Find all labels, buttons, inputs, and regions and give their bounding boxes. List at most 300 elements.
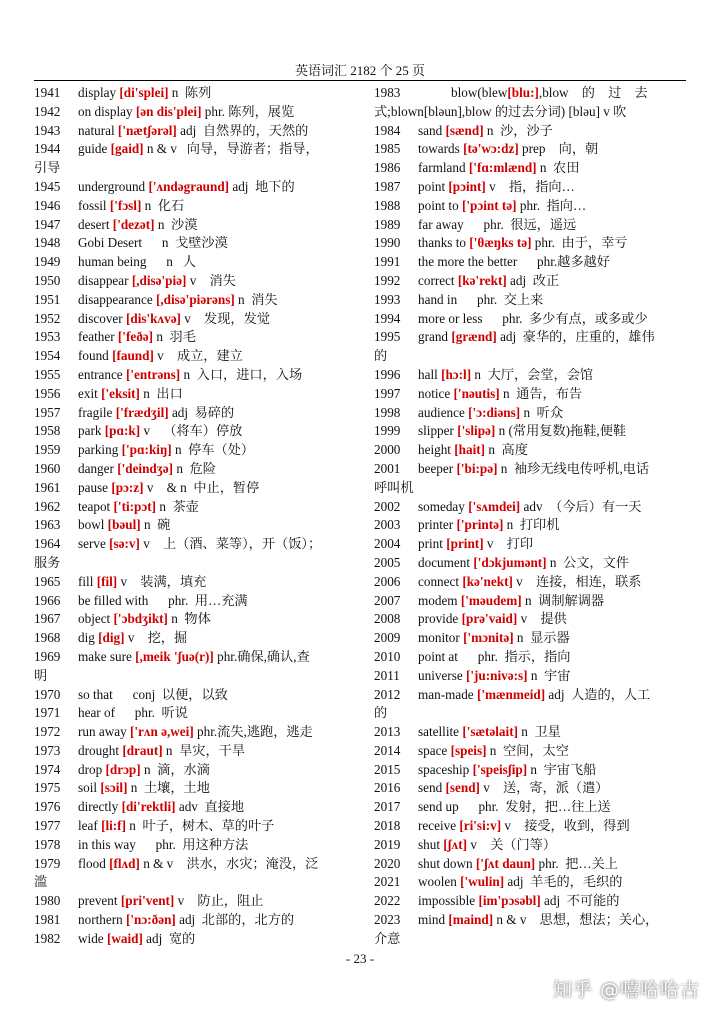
entry-word: Gobi Desert bbox=[78, 235, 143, 251]
entry-number: 1969 bbox=[34, 648, 61, 664]
vocab-entry bbox=[34, 197, 354, 216]
vocab-entry bbox=[34, 516, 354, 535]
vocab-entry bbox=[374, 197, 684, 216]
entry-definition: n 羽毛 bbox=[153, 329, 196, 345]
entry-word: correct bbox=[418, 272, 458, 288]
right-column bbox=[374, 84, 684, 949]
entry-phonetic: ['ɔ:diəns] bbox=[468, 404, 521, 420]
entry-number: 2000 bbox=[374, 442, 401, 458]
entry-definition: n 危险 bbox=[173, 460, 216, 476]
entry-phonetic: [prə'vaid] bbox=[461, 611, 518, 627]
entry-definition: phr. 听说 bbox=[114, 705, 188, 721]
entry-number: 1992 bbox=[374, 272, 401, 288]
vocab-entry bbox=[374, 836, 684, 855]
entry-phonetic: [flʌd] bbox=[109, 855, 140, 871]
entry-phonetic: [,disə'piərəns] bbox=[155, 291, 235, 307]
entry-definition: n (常用复数)拖鞋,便鞋 bbox=[495, 423, 627, 439]
vocab-entry bbox=[34, 140, 354, 178]
entry-definition: adj 不可能的 bbox=[540, 893, 620, 909]
vocab-entry bbox=[374, 535, 684, 554]
entry-word: wide bbox=[78, 930, 107, 946]
vocab-entry bbox=[34, 723, 354, 742]
entry-word: space bbox=[418, 742, 451, 758]
header-rule bbox=[34, 80, 686, 81]
vocab-entry bbox=[34, 629, 354, 648]
entry-phonetic: ['pɑ:kiŋ] bbox=[121, 442, 172, 458]
vocab-entry bbox=[374, 686, 684, 724]
entry-phonetic: [pɔ:z] bbox=[111, 479, 144, 495]
entry-number: 1959 bbox=[34, 442, 61, 458]
left-column bbox=[34, 84, 354, 949]
entry-definition: adv 直接地 bbox=[175, 799, 245, 815]
entry-word: far away bbox=[418, 216, 464, 232]
entry-number: 1944 bbox=[34, 141, 61, 157]
vocab-entry bbox=[34, 610, 354, 629]
vocab-entry bbox=[34, 366, 354, 385]
entry-phonetic: [dis'kʌvə] bbox=[125, 310, 181, 326]
entry-word: danger bbox=[78, 460, 118, 476]
entry-word: more or less bbox=[418, 310, 483, 326]
entry-phonetic: ['məudem] bbox=[460, 592, 522, 608]
page-number: - 23 - bbox=[345, 951, 375, 966]
entry-number: 1988 bbox=[374, 197, 401, 213]
entry-definition: adj 北部的，北方的 bbox=[175, 912, 295, 928]
vocab-entry bbox=[374, 573, 684, 592]
entry-definition: v 接受，收到，得到 bbox=[501, 818, 630, 834]
entry-phonetic: ['bi:pə] bbox=[456, 460, 498, 476]
vocab-entry bbox=[374, 140, 684, 159]
entry-word: shut bbox=[418, 836, 444, 852]
entry-definition: n & v 思想，想法；关心， bbox=[493, 912, 659, 928]
entry-definition: v 连接，相连，联系 bbox=[512, 573, 642, 589]
entry-definition: adj 宽的 bbox=[142, 930, 196, 946]
entry-phonetic: ['wulin] bbox=[460, 874, 505, 890]
vocab-entry bbox=[374, 441, 684, 460]
entry-number: 1973 bbox=[34, 742, 61, 758]
vocab-entry bbox=[374, 328, 684, 366]
entry-number: 2018 bbox=[374, 818, 401, 834]
entry-word: fill bbox=[78, 573, 97, 589]
vocab-entry bbox=[374, 272, 684, 291]
entry-word: discover bbox=[78, 310, 126, 326]
entry-word: printer bbox=[418, 517, 457, 533]
entry-phonetic: ['θæŋks tə] bbox=[469, 235, 532, 251]
entry-definition: n 沙漠 bbox=[154, 216, 198, 232]
entry-definition: phr. 很远，遥远 bbox=[463, 216, 577, 232]
vocab-entry bbox=[34, 498, 354, 517]
entry-word: so that bbox=[78, 686, 113, 702]
entry-word: park bbox=[78, 423, 105, 439]
entry-number: 2021 bbox=[374, 874, 401, 890]
entry-number: 1989 bbox=[374, 216, 401, 232]
entry-number: 1994 bbox=[374, 310, 401, 326]
entry-word: modem bbox=[418, 592, 461, 608]
vocab-entry bbox=[374, 234, 684, 253]
entry-definition: v 发现，发觉 bbox=[180, 310, 270, 326]
entry-definition: n 公文，文件 bbox=[546, 554, 629, 570]
entry-definition: v 上（酒、菜等），开（饭）； bbox=[139, 536, 322, 552]
vocab-entry bbox=[34, 103, 354, 122]
entry-number: 1942 bbox=[34, 103, 61, 119]
entry-number: 2022 bbox=[374, 893, 401, 909]
entry-definition: phr. 由于，幸亏 bbox=[531, 235, 628, 251]
entry-word: directly bbox=[78, 799, 122, 815]
vocab-entry bbox=[374, 592, 684, 611]
entry-word: monitor bbox=[418, 630, 464, 646]
entry-definition: n & v 洪水，水灾；淹没，泛 bbox=[139, 855, 319, 871]
vocab-entry bbox=[374, 253, 684, 272]
vocab-entry bbox=[374, 911, 684, 949]
entry-definition: conj 以便，以致 bbox=[112, 686, 228, 702]
entry-word: bowl bbox=[78, 517, 108, 533]
entry-word: be filled with bbox=[78, 592, 149, 608]
entry-number: 1949 bbox=[34, 254, 61, 270]
vocab-entry bbox=[374, 629, 684, 648]
entry-word: make sure bbox=[78, 648, 136, 664]
entry-word: desert bbox=[78, 216, 113, 232]
entry-number: 2002 bbox=[374, 498, 401, 514]
entry-word: hear of bbox=[78, 705, 115, 721]
entry-word: drop bbox=[78, 761, 106, 777]
entry-phonetic: ['rʌn ə,wei] bbox=[130, 724, 194, 740]
vocab-entry bbox=[34, 911, 354, 930]
vocab-entry bbox=[34, 216, 354, 235]
entry-word: blow(blew bbox=[418, 85, 508, 100]
entry-continuation: 式;blown[bləun],blow 的过去分词) [bləu] v 吹 bbox=[374, 103, 627, 119]
entry-phonetic: [drɔp] bbox=[105, 761, 141, 777]
entry-number: 2005 bbox=[374, 554, 401, 570]
entry-definition: n 滴，水滴 bbox=[140, 761, 210, 777]
entry-phonetic: ['mænmeid] bbox=[476, 686, 546, 702]
entry-number: 1991 bbox=[374, 254, 401, 270]
entry-definition: n 调制解调器 bbox=[521, 592, 605, 608]
entry-word: slipper bbox=[418, 423, 458, 439]
vocab-entry bbox=[374, 779, 684, 798]
entry-phonetic: ['nɔ:ðən] bbox=[125, 912, 176, 928]
entry-definition: v 打印 bbox=[483, 536, 534, 552]
vocab-entry bbox=[374, 498, 684, 517]
entry-number: 2007 bbox=[374, 592, 401, 608]
vocab-entry bbox=[374, 216, 684, 235]
entry-number: 2023 bbox=[374, 912, 401, 928]
entry-number: 2010 bbox=[374, 648, 401, 664]
entry-number: 2009 bbox=[374, 630, 401, 646]
entry-definition: adj 自然界的，天然的 bbox=[176, 122, 309, 138]
entry-definition: n 袖珍无线电传呼机,电话 bbox=[497, 460, 650, 476]
entry-definition: phr. 多少有点，或多或少 bbox=[482, 310, 648, 326]
entry-definition: n 空间，太空 bbox=[486, 742, 569, 758]
entry-number: 1967 bbox=[34, 611, 61, 627]
entry-phonetic: ['sʌmdei] bbox=[468, 498, 521, 514]
entry-continuation: 服务 bbox=[34, 554, 61, 570]
entry-number: 2019 bbox=[374, 836, 401, 852]
vocab-entry bbox=[374, 366, 684, 385]
entry-phonetic: ['dezət] bbox=[112, 216, 155, 232]
entry-definition: phr.确保,确认,查 bbox=[213, 648, 310, 664]
entry-definition: n & v 向导，导游者；指导， bbox=[143, 141, 319, 157]
entry-phonetic: ['nəutis] bbox=[453, 385, 500, 401]
entry-definition: n 化石 bbox=[141, 197, 185, 213]
entry-word: point to bbox=[418, 197, 462, 213]
entry-phonetic: [sɔil] bbox=[100, 780, 128, 796]
entry-number: 2004 bbox=[374, 536, 401, 552]
vocab-entry bbox=[374, 122, 684, 141]
entry-definition: n 宇宙 bbox=[527, 667, 571, 683]
entry-word: dig bbox=[78, 630, 99, 646]
entry-number: 2008 bbox=[374, 611, 401, 627]
vocab-entry bbox=[34, 385, 354, 404]
vocab-entry bbox=[374, 648, 684, 667]
entry-phonetic: ['sætəlait] bbox=[462, 724, 518, 740]
entry-word: shut down bbox=[418, 855, 476, 871]
entry-number: 1956 bbox=[34, 385, 61, 401]
vocab-entry bbox=[34, 272, 354, 291]
entry-word: notice bbox=[418, 385, 454, 401]
entry-definition: v 消失 bbox=[186, 272, 236, 288]
entry-definition: adv （今后）有一天 bbox=[520, 498, 642, 514]
entry-definition: v & n 中止，暂停 bbox=[143, 479, 260, 495]
entry-definition: n 出口 bbox=[139, 385, 183, 401]
entry-number: 1943 bbox=[34, 122, 61, 138]
entry-phonetic: [maind] bbox=[448, 912, 494, 928]
vocab-entry bbox=[374, 310, 684, 329]
vocab-entry bbox=[374, 422, 684, 441]
entry-number: 1952 bbox=[34, 310, 61, 326]
entry-word: guide bbox=[78, 141, 111, 157]
vocab-entry bbox=[34, 122, 354, 141]
entry-definition: adj 易碎的 bbox=[168, 404, 235, 420]
entry-number: 1998 bbox=[374, 404, 401, 420]
entry-definition: v 装满，填充 bbox=[117, 573, 207, 589]
entry-number: 1980 bbox=[34, 893, 61, 909]
entry-number: 1955 bbox=[34, 366, 61, 382]
entry-number: 1974 bbox=[34, 761, 61, 777]
entry-phonetic: [fil] bbox=[96, 573, 118, 589]
vocab-entry bbox=[34, 817, 354, 836]
entry-number: 1964 bbox=[34, 536, 61, 552]
entry-phonetic: [kə'nekt] bbox=[462, 573, 513, 589]
entry-word: display bbox=[78, 85, 120, 100]
entry-number: 2014 bbox=[374, 742, 401, 758]
entry-continuation: 滥 bbox=[34, 874, 48, 890]
entry-word: towards bbox=[418, 141, 464, 157]
entry-definition: v 防止，阻止 bbox=[174, 893, 264, 909]
entry-phonetic: [speis] bbox=[450, 742, 487, 758]
entry-definition: n 通告，布告 bbox=[499, 385, 583, 401]
entry-number: 2006 bbox=[374, 573, 401, 589]
entry-number: 1981 bbox=[34, 912, 61, 928]
entry-number: 1946 bbox=[34, 197, 61, 213]
entry-definition: v 提供 bbox=[517, 611, 567, 627]
entry-phonetic: [gaid] bbox=[110, 141, 144, 157]
entry-definition: n 宇宙飞船 bbox=[527, 761, 597, 777]
vocab-entry bbox=[374, 761, 684, 780]
entry-number: 1965 bbox=[34, 573, 61, 589]
entry-word: feather bbox=[78, 329, 118, 345]
entry-phonetic: ['feðə] bbox=[117, 329, 154, 345]
entry-definition: phr. 用…充满 bbox=[148, 592, 248, 608]
entry-number: 1966 bbox=[34, 592, 61, 608]
entry-continuation: 介意 bbox=[374, 930, 401, 946]
entry-number: 2011 bbox=[374, 667, 400, 683]
entry-definition: n 物体 bbox=[167, 611, 211, 627]
vocab-entry bbox=[374, 723, 684, 742]
entry-phonetic: [sə:v] bbox=[109, 536, 140, 552]
entry-number: 1948 bbox=[34, 235, 61, 251]
entry-word: hand in bbox=[418, 291, 458, 307]
entry-continuation: 引导 bbox=[34, 160, 61, 176]
entry-definition: n 停车（处） bbox=[171, 442, 255, 458]
entry-definition: n 卫星 bbox=[517, 724, 561, 740]
entry-number: 1975 bbox=[34, 780, 61, 796]
vocab-entry bbox=[34, 310, 354, 329]
entry-word: run away bbox=[78, 724, 130, 740]
entry-word: parking bbox=[78, 442, 122, 458]
entry-number: 1985 bbox=[374, 141, 401, 157]
entry-continuation: 的 bbox=[374, 705, 388, 721]
vocab-entry bbox=[34, 84, 354, 103]
entry-word: pause bbox=[78, 479, 112, 495]
entry-word: height bbox=[418, 442, 455, 458]
entry-phonetic: [di'rektli] bbox=[121, 799, 176, 815]
entry-definition: phr.流失,逃跑，逃走 bbox=[193, 724, 313, 740]
vocab-entry bbox=[374, 742, 684, 761]
entry-number: 2017 bbox=[374, 799, 401, 815]
entry-definition: adj 地下的 bbox=[229, 178, 295, 194]
entry-word: natural bbox=[78, 122, 118, 138]
vocab-entry bbox=[34, 836, 354, 855]
entry-phonetic: [pri'vent] bbox=[120, 893, 175, 909]
entry-word: impossible bbox=[418, 893, 479, 909]
entry-phonetic: [waid] bbox=[106, 930, 143, 946]
entry-definition: n 茶壶 bbox=[156, 498, 199, 514]
entry-definition: n 人 bbox=[146, 254, 196, 270]
entry-number: 1960 bbox=[34, 460, 61, 476]
entry-number: 1993 bbox=[374, 291, 401, 307]
entry-word: object bbox=[78, 611, 114, 627]
entry-number: 2013 bbox=[374, 724, 401, 740]
entry-definition: ,blow 的 过 去 bbox=[538, 85, 648, 100]
vocab-entry bbox=[34, 686, 354, 705]
entry-phonetic: [kə'rekt] bbox=[457, 272, 507, 288]
vocab-entry bbox=[34, 761, 354, 780]
entry-definition: n 土壤，土地 bbox=[127, 780, 210, 796]
entry-phonetic: ['fɔsl] bbox=[109, 197, 142, 213]
entry-number: 1962 bbox=[34, 498, 61, 514]
entry-phonetic: [ri'si:v] bbox=[459, 818, 502, 834]
entry-word: beeper bbox=[418, 460, 457, 476]
entry-word: send bbox=[418, 780, 446, 796]
entry-phonetic: [sænd] bbox=[445, 122, 484, 138]
vocab-entry bbox=[34, 930, 354, 949]
entry-phonetic: ['ʌndəgraund] bbox=[148, 178, 230, 194]
entry-phonetic: [faund] bbox=[112, 348, 154, 364]
entry-definition: n 沙，沙子 bbox=[483, 122, 553, 138]
vocab-entry bbox=[34, 592, 354, 611]
entry-word: underground bbox=[78, 178, 149, 194]
vocab-entry bbox=[34, 535, 354, 573]
entry-word: grand bbox=[418, 329, 452, 345]
entry-word: disappearance bbox=[78, 291, 156, 307]
entry-definition: n 显示器 bbox=[513, 630, 570, 646]
entry-number: 2001 bbox=[374, 460, 401, 476]
entry-phonetic: ['nætʃərəl] bbox=[117, 122, 177, 138]
entry-definition: n 叶子，树木、草的叶子 bbox=[125, 818, 275, 834]
entry-word: sand bbox=[418, 122, 446, 138]
entry-definition: v 挖，掘 bbox=[124, 630, 188, 646]
entry-number: 1987 bbox=[374, 178, 401, 194]
entry-word: exit bbox=[78, 385, 102, 401]
entry-definition: n 陈列 bbox=[168, 85, 212, 100]
entry-number: 1968 bbox=[34, 630, 61, 646]
entry-word: someday bbox=[418, 498, 469, 514]
entry-number: 1990 bbox=[374, 235, 401, 251]
entry-number: 1953 bbox=[34, 329, 61, 345]
entry-number: 1978 bbox=[34, 836, 61, 852]
entry-word: flood bbox=[78, 855, 110, 871]
entry-continuation: 明 bbox=[34, 667, 48, 683]
entry-phonetic: ['ti:pɔt] bbox=[113, 498, 157, 514]
entry-definition: n 消失 bbox=[234, 291, 278, 307]
vocab-entry bbox=[34, 441, 354, 460]
entry-phonetic: [pɑ:k] bbox=[104, 423, 141, 439]
entry-word: prevent bbox=[78, 893, 121, 909]
vocab-entry bbox=[34, 234, 354, 253]
entry-definition: adj 改正 bbox=[506, 272, 560, 288]
vocab-entry bbox=[34, 798, 354, 817]
entry-word: the more the better bbox=[418, 254, 518, 270]
vocab-entry bbox=[34, 479, 354, 498]
entry-number: 2016 bbox=[374, 780, 401, 796]
entry-number: 2015 bbox=[374, 761, 401, 777]
entry-number: 1963 bbox=[34, 517, 61, 533]
entry-word: fossil bbox=[78, 197, 110, 213]
entry-phonetic: ['ʃʌt daun] bbox=[475, 855, 536, 871]
entry-word: audience bbox=[418, 404, 469, 420]
entry-phonetic: ['ɔbdʒikt] bbox=[113, 611, 168, 627]
entry-phonetic: ['entrəns] bbox=[125, 366, 181, 382]
entry-word: on display bbox=[78, 103, 136, 119]
entry-word: point bbox=[418, 178, 449, 194]
entry-definition: phr. 发射，把…往上送 bbox=[458, 799, 611, 815]
vocab-entry bbox=[34, 704, 354, 723]
vocab-entry bbox=[34, 779, 354, 798]
entry-word: disappear bbox=[78, 272, 132, 288]
entry-number: 1951 bbox=[34, 291, 61, 307]
entry-word: found bbox=[78, 348, 113, 364]
entry-word: spaceship bbox=[418, 761, 473, 777]
entry-word: satellite bbox=[418, 724, 463, 740]
entry-definition: v 成立，建立 bbox=[153, 348, 243, 364]
entry-number: 2020 bbox=[374, 855, 401, 871]
entry-phonetic: ['deindʒə] bbox=[117, 460, 174, 476]
entry-phonetic: ['frædʒil] bbox=[115, 404, 169, 420]
entry-number: 1977 bbox=[34, 818, 61, 834]
entry-word: man-made bbox=[418, 686, 477, 702]
vocab-entry bbox=[374, 404, 684, 423]
entry-definition: phr. 交上来 bbox=[457, 291, 544, 307]
entry-phonetic: ['printə] bbox=[456, 517, 504, 533]
entry-definition: phr. 用这种方法 bbox=[135, 836, 249, 852]
entry-word: point at bbox=[418, 648, 458, 664]
entry-word: soil bbox=[78, 780, 101, 796]
entry-definition: v 送，寄，派（遣） bbox=[479, 780, 609, 796]
entry-definition: n 旱灾，干旱 bbox=[162, 742, 246, 758]
vocab-entry bbox=[34, 253, 354, 272]
entry-word: northern bbox=[78, 912, 126, 928]
page-header: 英语词汇 2182 个 25 页 bbox=[294, 63, 425, 78]
vocab-entry bbox=[34, 347, 354, 366]
